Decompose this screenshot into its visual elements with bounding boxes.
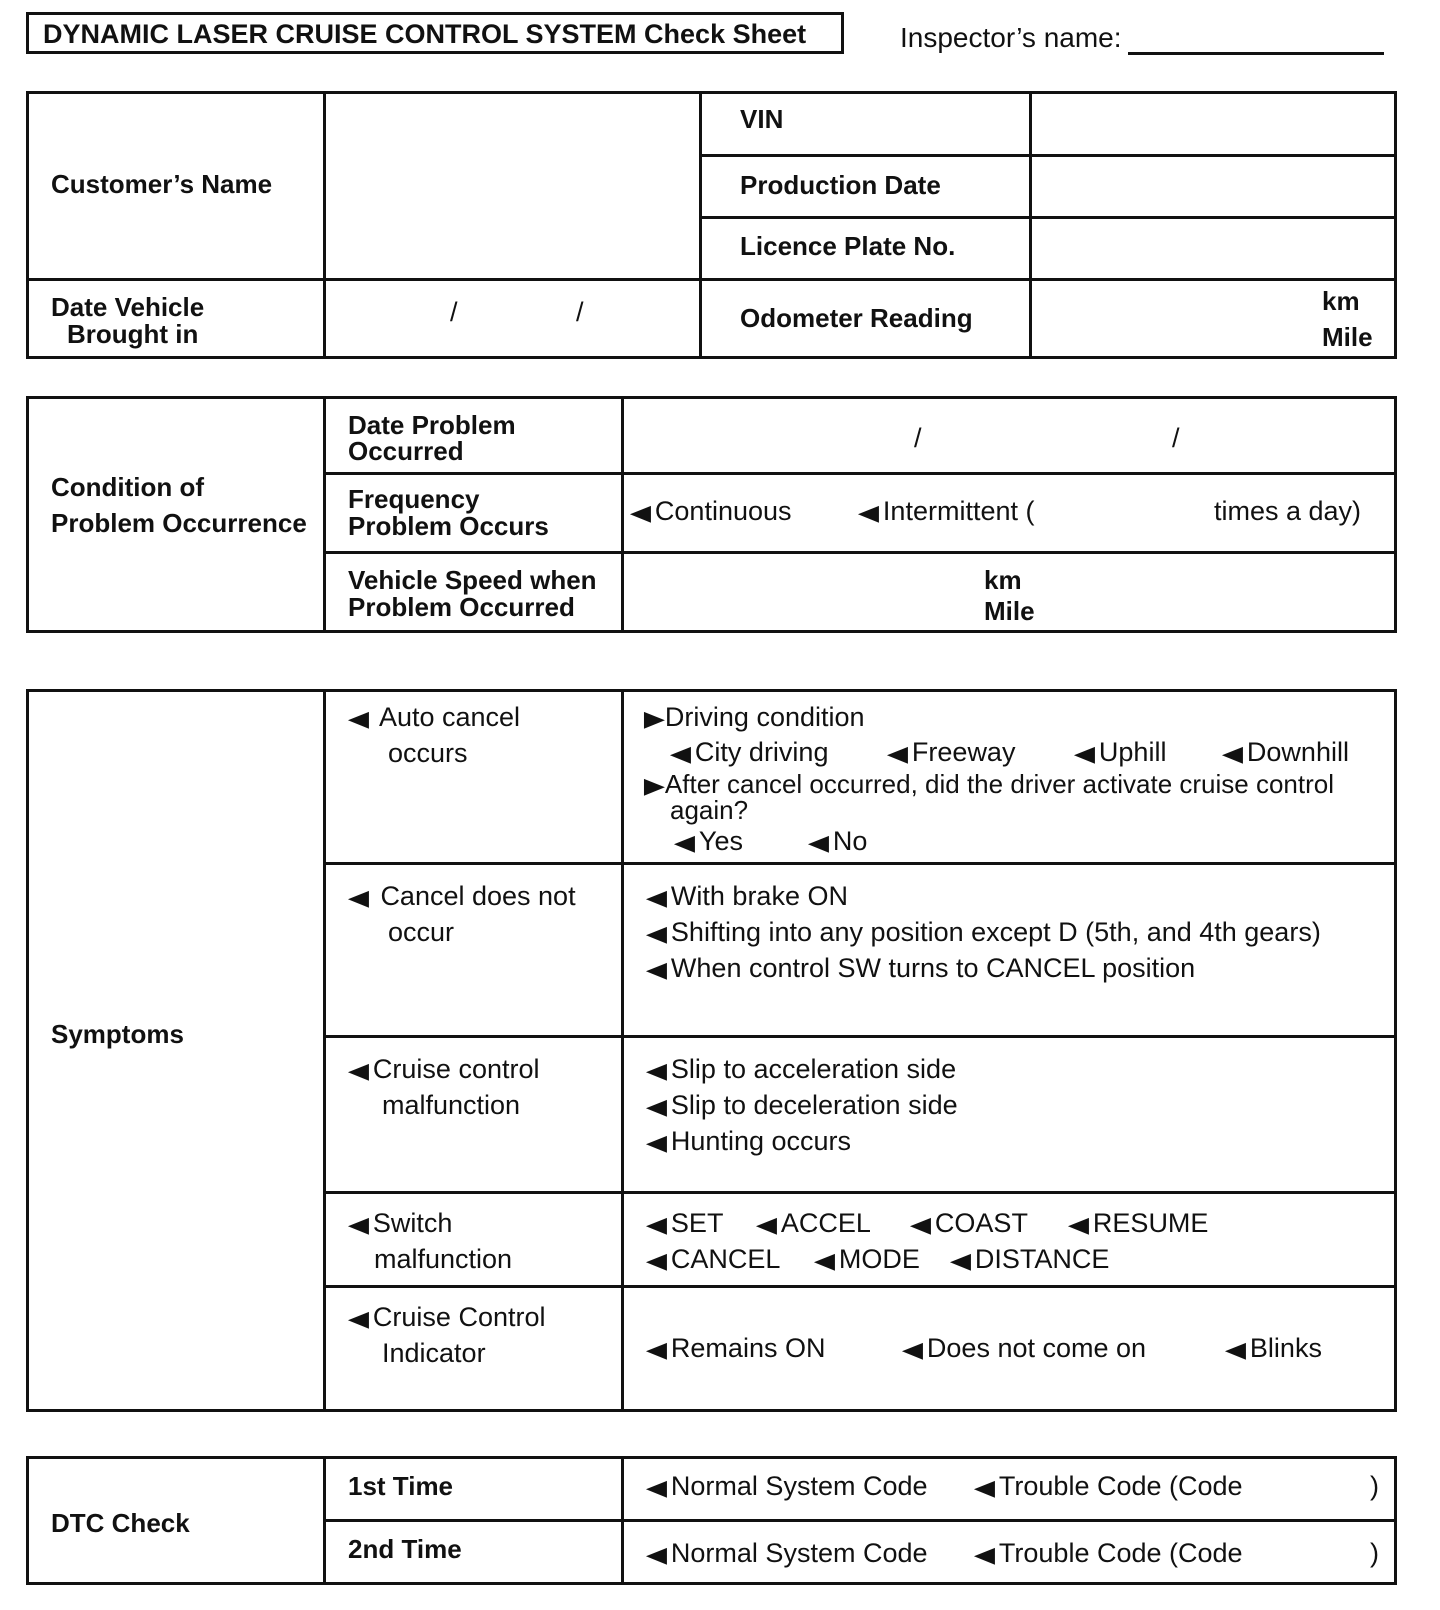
blinks-option[interactable]: [1224, 1331, 1322, 1367]
no-option[interactable]: [807, 824, 868, 860]
checkbox-arrow-icon[interactable]: ◀: [949, 1248, 972, 1273]
checkbox-arrow-icon[interactable]: ◀: [645, 957, 668, 982]
checkbox-arrow-icon[interactable]: ◀: [645, 1094, 668, 1119]
first-time-label-cell: [325, 1458, 623, 1521]
shifting-option[interactable]: [645, 915, 1321, 951]
frequency-label-line2: Problem Occurs: [348, 511, 549, 541]
freeway-option[interactable]: [886, 735, 1016, 771]
first-time-details: [623, 1458, 1396, 1521]
city-driving-option[interactable]: [669, 735, 829, 771]
cancel-not-occur-option[interactable]: [347, 879, 576, 915]
vehicle-speed-label-line2: Problem Occurred: [348, 592, 575, 622]
malfunction-cell: [325, 1037, 623, 1193]
symptoms-table: [26, 689, 1397, 1412]
symptoms-label: Symptoms: [51, 1019, 184, 1049]
checkbox-arrow-icon[interactable]: ◀: [347, 706, 370, 731]
frequency-options: [623, 474, 1396, 553]
play-arrow-icon: ▶: [643, 706, 666, 731]
odometer-label-cell: [701, 280, 1031, 358]
remains-on-label: Remains ON: [670, 1333, 826, 1363]
vin-field[interactable]: [1031, 93, 1396, 156]
production-date-field[interactable]: [1031, 156, 1396, 218]
accel-option[interactable]: [755, 1206, 871, 1242]
checkbox-arrow-icon[interactable]: ◀: [645, 1212, 668, 1237]
first-time-label: 1st Time: [348, 1471, 454, 1501]
no-label: No: [832, 826, 868, 856]
checkbox-arrow-icon[interactable]: ◀: [645, 885, 668, 910]
intermittent-option[interactable]: [857, 494, 1035, 530]
checkbox-arrow-icon[interactable]: ◀: [973, 1475, 996, 1500]
inspector-label: Inspector’s name:: [900, 22, 1122, 53]
reactivate-question: [643, 767, 1335, 803]
date-separator: /: [914, 423, 922, 453]
shifting-label: Shifting into any position except D (5th, and 4th gears): [670, 917, 1321, 947]
frequency-label-line1: Frequency: [348, 484, 480, 514]
inspector-name-field[interactable]: [1128, 52, 1384, 55]
normal-code-option[interactable]: [645, 1536, 928, 1572]
checkbox-arrow-icon[interactable]: ◀: [673, 830, 696, 855]
checkbox-arrow-icon[interactable]: ◀: [347, 1306, 370, 1331]
condition-label-line2: Problem Occurrence: [51, 508, 307, 538]
production-date-label-cell: [701, 156, 1031, 218]
auto-cancel-option[interactable]: [347, 700, 521, 736]
checkbox-arrow-icon[interactable]: ◀: [1224, 1337, 1247, 1362]
checkbox-arrow-icon[interactable]: ◀: [813, 1248, 836, 1273]
cancel-not-occur-label: Cancel does not: [380, 881, 576, 911]
odometer-label: Odometer Reading: [740, 303, 973, 333]
downhill-option[interactable]: [1221, 735, 1349, 771]
resume-label: RESUME: [1092, 1208, 1209, 1238]
uphill-label: Uphill: [1098, 737, 1167, 767]
speed-unit-mile: Mile: [984, 596, 1035, 626]
dtc-label-cell: [28, 1458, 325, 1584]
city-driving-label: City driving: [694, 737, 829, 767]
cruise-malfunction-option[interactable]: [347, 1052, 540, 1088]
uphill-option[interactable]: [1073, 735, 1167, 771]
switch-details: [623, 1193, 1396, 1287]
date-problem-field[interactable]: [623, 398, 1396, 474]
mode-option[interactable]: [813, 1242, 920, 1278]
cancel-option[interactable]: [645, 1242, 781, 1278]
date-brought-label-line1: Date Vehicle: [51, 292, 205, 322]
dtc-check-label: DTC Check: [51, 1508, 190, 1538]
vehicle-speed-label-line1: Vehicle Speed when: [348, 565, 597, 595]
date-brought-label-cell: [28, 280, 325, 358]
hunting-label: Hunting occurs: [670, 1126, 852, 1156]
checkbox-arrow-icon[interactable]: ◀: [347, 1212, 370, 1237]
reactivate-question-line2: again?: [670, 795, 749, 825]
set-label: SET: [670, 1208, 724, 1238]
indicator-cell: [325, 1287, 623, 1411]
date-brought-label-line2: Brought in: [67, 319, 199, 349]
auto-cancel-label-line2: occurs: [388, 738, 468, 768]
indicator-label: Cruise Control: [372, 1302, 546, 1332]
date-problem-label-line1: Date Problem: [348, 410, 516, 440]
date-brought-field[interactable]: [325, 280, 701, 358]
checkbox-arrow-icon[interactable]: ◀: [645, 1058, 668, 1083]
mode-label: MODE: [838, 1244, 920, 1274]
licence-plate-label: Licence Plate No.: [740, 231, 956, 261]
sheet-title: DYNAMIC LASER CRUISE CONTROL SYSTEM Check Sheet: [26, 12, 844, 54]
checkbox-arrow-icon[interactable]: ◀: [807, 830, 830, 855]
cruise-malfunction-label-line2: malfunction: [382, 1090, 521, 1120]
switch-malfunction-label: Switch: [372, 1208, 453, 1238]
driving-condition-label: Driving condition: [664, 702, 865, 732]
switch-malfunction-label-line2: malfunction: [374, 1244, 513, 1274]
trouble-code-option[interactable]: [973, 1469, 1243, 1505]
checkbox-arrow-icon[interactable]: ◀: [645, 1337, 668, 1362]
odometer-field[interactable]: [1031, 280, 1396, 358]
vin-label: VIN: [740, 104, 784, 134]
dtc-table: [26, 1456, 1397, 1585]
checkbox-arrow-icon[interactable]: ◀: [645, 1130, 668, 1155]
blinks-label: Blinks: [1249, 1333, 1322, 1363]
checkbox-arrow-icon[interactable]: ◀: [857, 500, 880, 525]
trouble-code-option[interactable]: [973, 1536, 1243, 1572]
checkbox-arrow-icon[interactable]: ◀: [973, 1542, 996, 1567]
switch-cell: [325, 1193, 623, 1287]
production-date-label: Production Date: [740, 170, 941, 200]
cancel-not-occur-label-line2: occur: [388, 917, 455, 947]
play-arrow-icon: ▶: [643, 773, 666, 798]
accel-label: ACCEL: [780, 1208, 871, 1238]
vehicle-speed-label-cell: [325, 553, 623, 632]
customer-name-label: Customer’s Name: [51, 169, 273, 199]
vin-label-cell: [701, 93, 1031, 156]
yes-option[interactable]: [673, 824, 743, 860]
vehicle-speed-field[interactable]: [623, 553, 1396, 632]
slip-deceleration-label: Slip to deceleration side: [670, 1090, 958, 1120]
condition-label-line1: Condition of: [51, 472, 205, 502]
intermittent-label: Intermittent (: [882, 496, 1035, 526]
auto-cancel-cell: [325, 691, 623, 864]
slip-deceleration-option[interactable]: [645, 1088, 958, 1124]
date-separator: /: [1172, 423, 1180, 453]
indicator-details: [623, 1287, 1396, 1411]
slip-acceleration-label: Slip to acceleration side: [670, 1054, 957, 1084]
yes-label: Yes: [698, 826, 743, 856]
brake-on-label: With brake ON: [670, 881, 848, 911]
vehicle-info-table: [26, 91, 1397, 359]
coast-option[interactable]: [909, 1206, 1028, 1242]
checkbox-arrow-icon[interactable]: ◀: [629, 500, 652, 525]
reactivate-question-line1: After cancel occurred, did the driver activate cruise control: [664, 769, 1335, 799]
checkbox-arrow-icon[interactable]: ◀: [1221, 741, 1244, 766]
condition-label-cell: [28, 398, 325, 632]
continuous-label: Continuous: [654, 496, 792, 526]
cancel-position-label: When control SW turns to CANCEL position: [670, 953, 1196, 983]
checkbox-arrow-icon[interactable]: ◀: [669, 741, 692, 766]
cancel-not-occur-details: [623, 864, 1396, 1037]
not-come-on-option[interactable]: [901, 1331, 1147, 1367]
normal-code-label: Normal System Code: [670, 1471, 928, 1501]
switch-malfunction-option[interactable]: [347, 1206, 453, 1242]
checkbox-arrow-icon[interactable]: ◀: [755, 1212, 778, 1237]
checkbox-arrow-icon[interactable]: ◀: [347, 885, 370, 910]
cancel-label: CANCEL: [670, 1244, 781, 1274]
brake-on-option[interactable]: [645, 879, 848, 915]
checkbox-arrow-icon[interactable]: ◀: [886, 741, 909, 766]
freeway-label: Freeway: [911, 737, 1016, 767]
distance-label: DISTANCE: [974, 1244, 1110, 1274]
coast-label: COAST: [934, 1208, 1028, 1238]
checkbox-arrow-icon[interactable]: ◀: [645, 1542, 668, 1567]
remains-on-option[interactable]: [645, 1331, 826, 1367]
auto-cancel-details: [623, 691, 1396, 864]
normal-code-option[interactable]: [645, 1469, 928, 1505]
cancel-not-occur-cell: [325, 864, 623, 1037]
cruise-malfunction-label: Cruise control: [372, 1054, 540, 1084]
date-problem-label-cell: [325, 398, 623, 474]
frequency-label-cell: [325, 474, 623, 553]
condition-table: [26, 396, 1397, 633]
indicator-label-line2: Indicator: [382, 1338, 486, 1368]
distance-option[interactable]: [949, 1242, 1110, 1278]
checkbox-arrow-icon[interactable]: ◀: [909, 1212, 932, 1237]
slip-acceleration-option[interactable]: [645, 1052, 957, 1088]
checkbox-arrow-icon[interactable]: ◀: [645, 1248, 668, 1273]
trouble-code-label: Trouble Code (Code: [998, 1538, 1243, 1568]
driving-condition-heading: [643, 700, 865, 736]
times-a-day-label: times a day): [1214, 496, 1362, 526]
close-paren: ): [1370, 1471, 1379, 1501]
auto-cancel-label: Auto cancel: [378, 702, 521, 732]
cancel-position-option[interactable]: [645, 951, 1196, 987]
symptoms-label-cell: [28, 691, 325, 1411]
date-separator: /: [576, 297, 584, 327]
odometer-unit-mile: Mile: [1322, 322, 1373, 352]
second-time-label-cell: [325, 1521, 623, 1584]
second-time-label: 2nd Time: [348, 1534, 462, 1564]
customer-name-field[interactable]: [325, 93, 701, 280]
indicator-option[interactable]: [347, 1300, 546, 1336]
second-time-details: [623, 1521, 1396, 1584]
checkbox-arrow-icon[interactable]: ◀: [1073, 741, 1096, 766]
downhill-label: Downhill: [1246, 737, 1349, 767]
licence-plate-field[interactable]: [1031, 218, 1396, 280]
checkbox-arrow-icon[interactable]: ◀: [645, 921, 668, 946]
checkbox-arrow-icon[interactable]: ◀: [645, 1475, 668, 1500]
trouble-code-label: Trouble Code (Code: [998, 1471, 1243, 1501]
date-separator: /: [450, 297, 458, 327]
odometer-unit-km: km: [1322, 286, 1360, 316]
speed-unit-km: km: [984, 565, 1022, 595]
malfunction-details: [623, 1037, 1396, 1193]
not-come-on-label: Does not come on: [926, 1333, 1147, 1363]
normal-code-label: Normal System Code: [670, 1538, 928, 1568]
checkbox-arrow-icon[interactable]: ◀: [901, 1337, 924, 1362]
checkbox-arrow-icon[interactable]: ◀: [1067, 1212, 1090, 1237]
checkbox-arrow-icon[interactable]: ◀: [347, 1058, 370, 1083]
licence-plate-label-cell: [701, 218, 1031, 280]
set-option[interactable]: [645, 1206, 724, 1242]
hunting-option[interactable]: [645, 1124, 852, 1160]
resume-option[interactable]: [1067, 1206, 1209, 1242]
date-problem-label-line2: Occurred: [348, 436, 464, 466]
customer-name-label-cell: [28, 93, 325, 280]
continuous-option[interactable]: [629, 494, 792, 530]
close-paren: ): [1370, 1538, 1379, 1568]
